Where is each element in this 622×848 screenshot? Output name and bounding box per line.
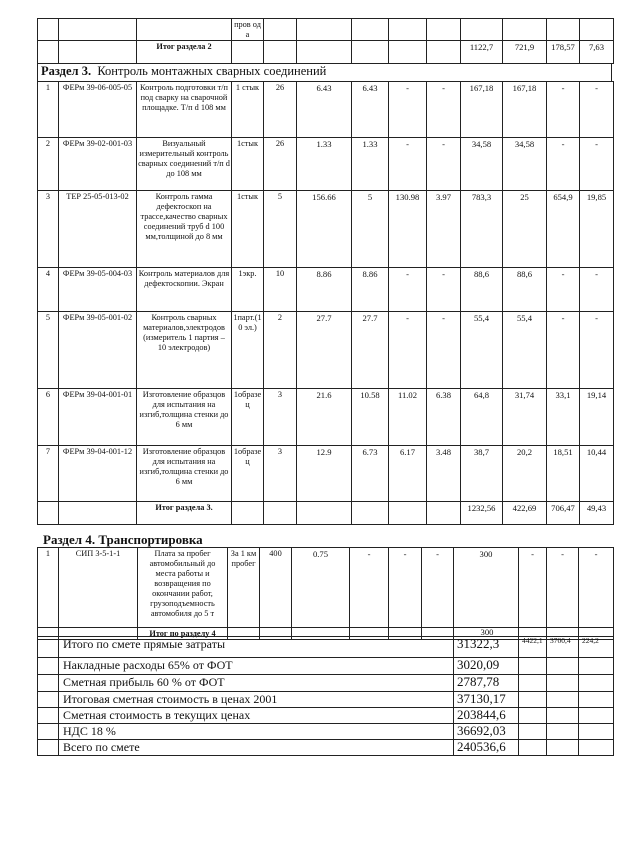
total-wages: 88,6 xyxy=(503,268,547,312)
summary-machines: 3700,4 xyxy=(547,637,579,658)
table-row xyxy=(38,19,614,41)
unit-machines: - xyxy=(389,268,427,312)
unit-wages: 5 xyxy=(352,191,389,268)
total-cost: 64,8 xyxy=(461,389,503,446)
unit-total: 156.66 xyxy=(297,191,352,268)
total-value: 1232,56 xyxy=(461,502,503,525)
unit: 1стык xyxy=(232,138,264,191)
quantity: 5 xyxy=(264,191,297,268)
summary-wages: 4422,1 xyxy=(519,637,547,658)
total-wages: - xyxy=(519,548,547,628)
total-value: 422,69 xyxy=(503,502,547,525)
summary-label: Накладные расходы 65% от ФОТ xyxy=(59,658,454,675)
row-number: 6 xyxy=(38,389,59,446)
section-name: Раздел 4. Транспортировка xyxy=(43,532,203,547)
unit-machine-wages: 3.97 xyxy=(427,191,461,268)
total-value: 178,57 xyxy=(547,41,580,64)
unit-total: 0.75 xyxy=(292,548,350,628)
unit-machine-wages: - xyxy=(427,82,461,138)
total-machines: - xyxy=(547,138,580,191)
summary-table xyxy=(37,636,614,756)
work-description: Контроль сварных материалов,электродов (измеритель 1 партия – 10 электродов) xyxy=(137,312,232,389)
unit-machines: - xyxy=(389,82,427,138)
total-machine-wages: - xyxy=(579,548,614,628)
summary-label: Сметная стоимость в текущих ценах xyxy=(59,708,454,724)
unit-total: 27.7 xyxy=(297,312,352,389)
table-row xyxy=(38,389,614,446)
table-row xyxy=(38,446,614,502)
total-value: 706,47 xyxy=(547,502,580,525)
total-machines: - xyxy=(547,268,580,312)
total-wages: 167,18 xyxy=(503,82,547,138)
work-description: Контроль гамма дефектоскоп на трассе,качество сварных соединений труб d 100 мм,толщиной до 8 мм xyxy=(137,191,232,268)
unit-total: 1.33 xyxy=(297,138,352,191)
section4-title xyxy=(37,532,612,547)
section2-total-row xyxy=(38,41,614,64)
total-value: 1122,7 xyxy=(461,41,503,64)
total-machine-wages: 19,85 xyxy=(580,191,614,268)
summary-row xyxy=(38,708,614,724)
summary-value: 240536,6 xyxy=(454,740,519,756)
total-cost: 300 xyxy=(454,548,519,628)
unit-total: 6.43 xyxy=(297,82,352,138)
total-label: Итог раздела 3. xyxy=(137,502,232,525)
total-machine-wages: - xyxy=(580,312,614,389)
total-value: 49,43 xyxy=(580,502,614,525)
total-cost: 55,4 xyxy=(461,312,503,389)
unit-machines: 11.02 xyxy=(389,389,427,446)
summary-row xyxy=(38,637,614,658)
row-number: 2 xyxy=(38,138,59,191)
rate-code: ФЕРм 39-06-005-05 xyxy=(59,82,137,138)
unit-machines: - xyxy=(389,548,422,628)
unit: 1стык xyxy=(232,191,264,268)
section-name: Контроль монтажных сварных соединений xyxy=(97,64,327,78)
work-description: Контроль материалов для дефектоскопии. Экран xyxy=(137,268,232,312)
total-cost: 167,18 xyxy=(461,82,503,138)
summary-label: Всего по смете xyxy=(59,740,454,756)
total-wages: 34,58 xyxy=(503,138,547,191)
rate-code: СИП 3-5-1-1 xyxy=(59,548,138,628)
summary-row xyxy=(38,724,614,740)
section4-total-value: 300 xyxy=(480,627,494,637)
unit-wages: 10.58 xyxy=(352,389,389,446)
rate-code: ФЕРм 39-05-004-03 xyxy=(59,268,137,312)
unit-machines: - xyxy=(389,312,427,389)
table-row xyxy=(38,548,614,628)
total-value: 7,63 xyxy=(580,41,614,64)
unit-wages: 1.33 xyxy=(352,138,389,191)
quantity: 2 xyxy=(264,312,297,389)
unit-total: 12.9 xyxy=(297,446,352,502)
quantity: 26 xyxy=(264,82,297,138)
work-description: Контроль подготовки т/п под сварку на сварочной площадке. Т/п d 108 мм xyxy=(137,82,232,138)
unit-machine-wages: 6.38 xyxy=(427,389,461,446)
unit-total: 21.6 xyxy=(297,389,352,446)
total-value: 721,9 xyxy=(503,41,547,64)
row-number: 5 xyxy=(38,312,59,389)
total-machine-wages: 19,14 xyxy=(580,389,614,446)
summary-row xyxy=(38,692,614,708)
work-description: Изготовление образцов для испытания на изгиб,толщина стенки до 6 мм xyxy=(137,446,232,502)
unit-machines: 6.17 xyxy=(389,446,427,502)
total-machines: 33,1 xyxy=(547,389,580,446)
quantity: 3 xyxy=(264,446,297,502)
quantity: 10 xyxy=(264,268,297,312)
unit: 1экр. xyxy=(232,268,264,312)
work-description: Изготовление образцов для испытания на изгиб,толщина стенки до 6 мм xyxy=(137,389,232,446)
total-machine-wages: - xyxy=(580,82,614,138)
quantity: 3 xyxy=(264,389,297,446)
total-label: Итог по разделу 4 xyxy=(138,628,228,640)
total-machine-wages: - xyxy=(580,138,614,191)
unit: За 1 км пробег xyxy=(228,548,260,628)
unit-machine-wages: - xyxy=(427,138,461,191)
summary-label: НДС 18 % xyxy=(59,724,454,740)
quantity: 26 xyxy=(264,138,297,191)
total-cost: 34,58 xyxy=(461,138,503,191)
section3-table xyxy=(37,81,614,525)
summary-value: 31322,3 xyxy=(454,637,519,658)
unit-machine-wages: 3.48 xyxy=(427,446,461,502)
row-number: 4 xyxy=(38,268,59,312)
total-wages: 20,2 xyxy=(503,446,547,502)
unit: 1образец xyxy=(232,389,264,446)
rate-code: ФЕРм 39-04-001-12 xyxy=(59,446,137,502)
summary-value: 37130,17 xyxy=(454,692,519,708)
total-machines: - xyxy=(547,548,579,628)
summary-value: 36692,03 xyxy=(454,724,519,740)
table-row xyxy=(38,138,614,191)
summary-label: Итого по смете прямые затраты xyxy=(59,637,454,658)
row-number: 3 xyxy=(38,191,59,268)
total-cost: 88,6 xyxy=(461,268,503,312)
section4-table xyxy=(37,547,614,640)
unit-wages: 27.7 xyxy=(352,312,389,389)
unit-wages: 6.43 xyxy=(352,82,389,138)
summary-label: Итоговая сметная стоимость в ценах 2001 xyxy=(59,692,454,708)
unit-wages: 6.73 xyxy=(352,446,389,502)
unit-cell: пров ода xyxy=(232,19,264,41)
summary-value: 203844,6 xyxy=(454,708,519,724)
total-machine-wages: - xyxy=(580,268,614,312)
unit-machines: - xyxy=(389,138,427,191)
unit-machine-wages: - xyxy=(427,268,461,312)
rate-code: ФЕРм 39-05-001-02 xyxy=(59,312,137,389)
total-wages: 25 xyxy=(503,191,547,268)
unit-wages: 8.86 xyxy=(352,268,389,312)
table-row xyxy=(38,268,614,312)
table-row xyxy=(38,191,614,268)
unit-wages: - xyxy=(350,548,389,628)
unit: 1образец xyxy=(232,446,264,502)
section-number: Раздел 3. xyxy=(41,64,92,78)
summary-machine-wages: 224,2 xyxy=(579,637,614,658)
total-machines: 18,51 xyxy=(547,446,580,502)
total-machines: - xyxy=(547,82,580,138)
unit-machine-wages: - xyxy=(427,312,461,389)
unit-machine-wages: - xyxy=(422,548,454,628)
total-machines: 654,9 xyxy=(547,191,580,268)
rate-code: ТЕР 25-05-013-02 xyxy=(59,191,137,268)
summary-value: 3020,09 xyxy=(454,658,519,675)
section2-tail-table xyxy=(37,18,614,64)
work-description: Визуальный измерительный контроль сварных соединений т/п d до 108 мм xyxy=(137,138,232,191)
summary-value: 2787,78 xyxy=(454,675,519,692)
row-number: 7 xyxy=(38,446,59,502)
rate-code: ФЕРм 39-02-001-03 xyxy=(59,138,137,191)
work-description: Плата за пробег автомобильный до места работы и возвращения по окончании работ, грузоподъемность автомобиля до 5 т xyxy=(138,548,228,628)
total-label: Итог раздела 2 xyxy=(137,41,232,64)
table-row xyxy=(38,82,614,138)
summary-row xyxy=(38,675,614,692)
unit: 1парт.(10 эл.) xyxy=(232,312,264,389)
summary-row xyxy=(38,658,614,675)
unit: 1 стык xyxy=(232,82,264,138)
row-number: 1 xyxy=(38,82,59,138)
total-machines: - xyxy=(547,312,580,389)
total-wages: 55,4 xyxy=(503,312,547,389)
total-wages: 31,74 xyxy=(503,389,547,446)
total-cost: 38,7 xyxy=(461,446,503,502)
unit-machines: 130.98 xyxy=(389,191,427,268)
table-row xyxy=(38,312,614,389)
summary-row xyxy=(38,740,614,756)
total-cost: 783,3 xyxy=(461,191,503,268)
unit-total: 8.86 xyxy=(297,268,352,312)
total-machine-wages: 10,44 xyxy=(580,446,614,502)
rate-code: ФЕРм 39-04-001-01 xyxy=(59,389,137,446)
quantity: 400 xyxy=(260,548,292,628)
summary-label: Сметная прибыль 60 % от ФОТ xyxy=(59,675,454,692)
row-number: 1 xyxy=(38,548,59,628)
section3-total-row xyxy=(38,502,614,525)
section3-title xyxy=(37,64,612,81)
